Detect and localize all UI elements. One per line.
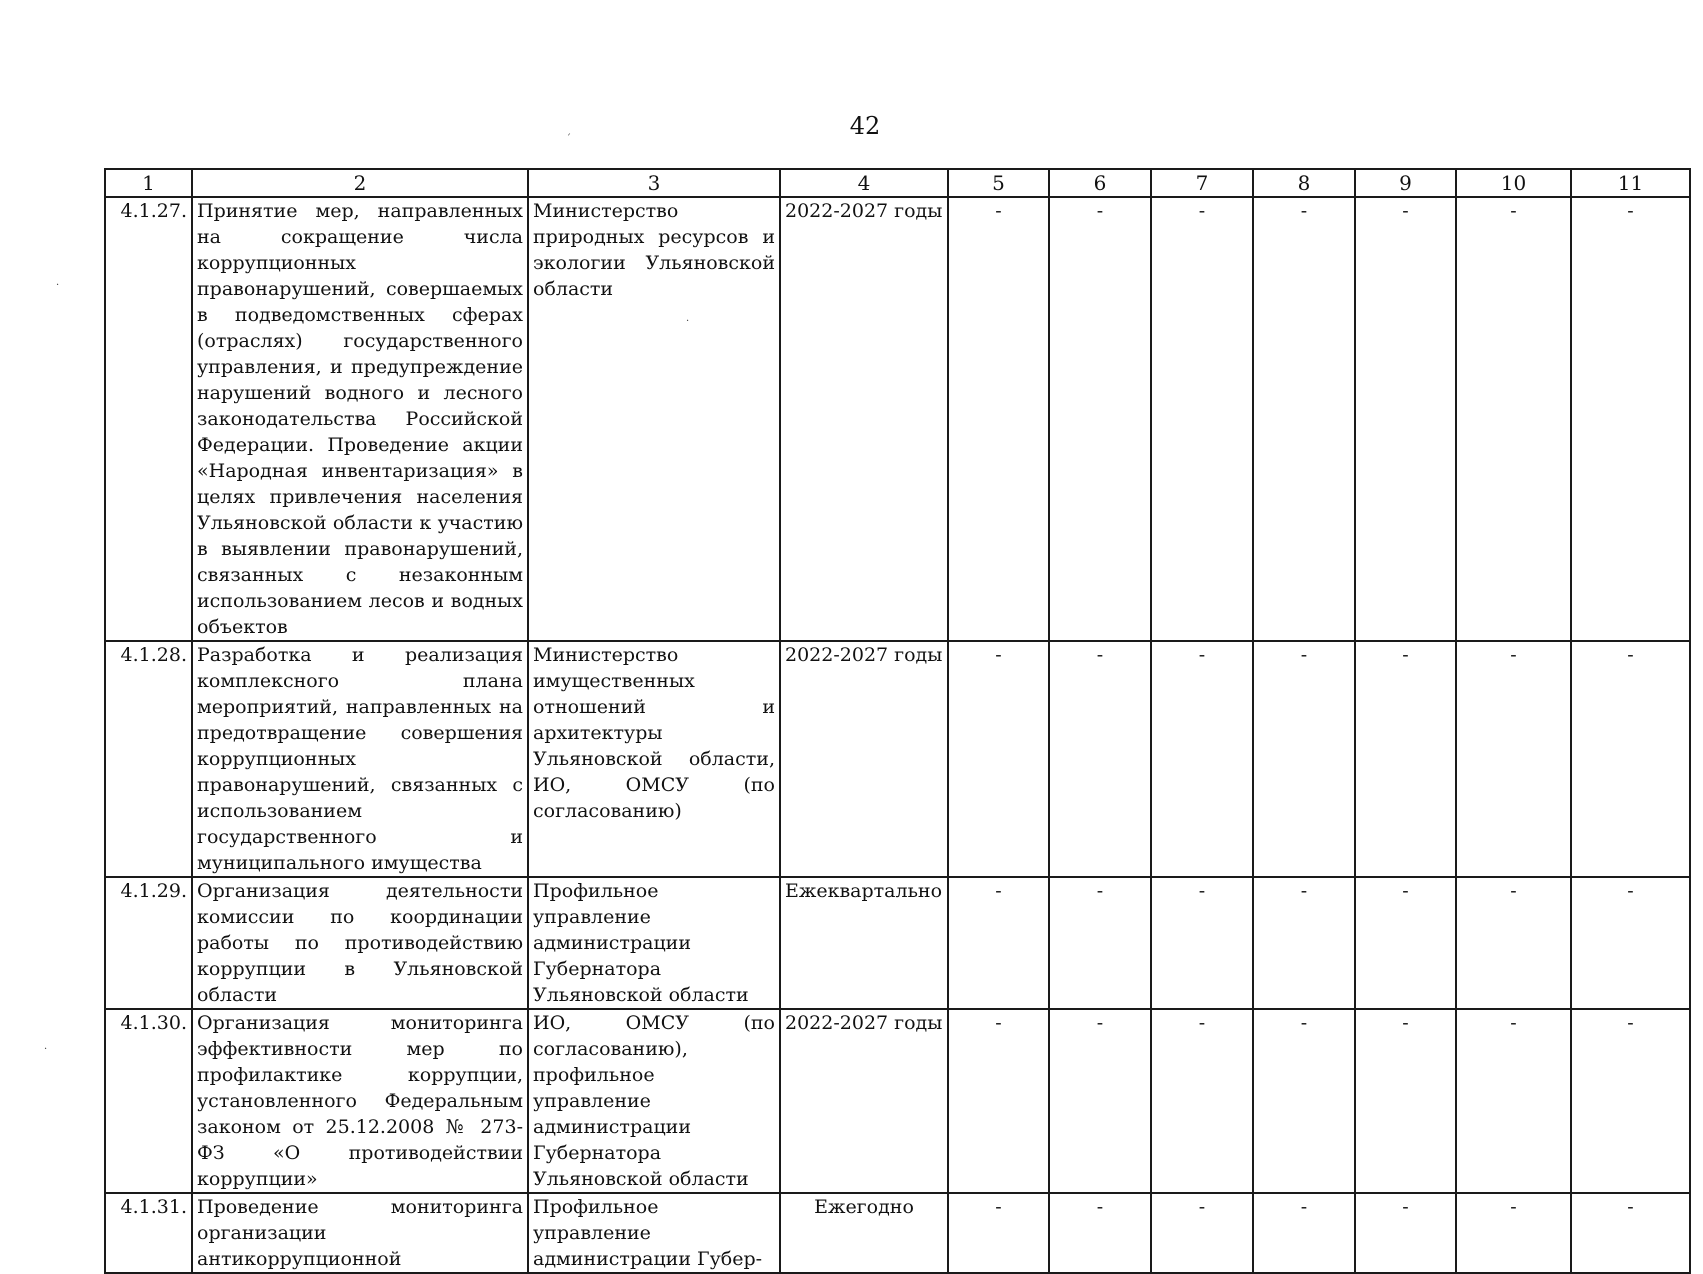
page-number: 42	[849, 112, 881, 140]
table-row	[105, 197, 1690, 641]
item-number: 4.1.29.	[105, 877, 192, 1009]
column-header: 9	[1355, 169, 1456, 197]
item-number: 4.1.27.	[105, 197, 192, 641]
measure-text: Организация мониторинга эффективности мер по профилактике коррупции, установленного Федеральным законом от 25.12.2008 № 273-ФЗ «О противодействии коррупции»	[192, 1009, 528, 1193]
value-cell: -	[1151, 197, 1253, 641]
scan-speck: ·	[686, 316, 690, 327]
value-cell: -	[1456, 1193, 1571, 1273]
measures-table	[104, 168, 1691, 1274]
value-cell: -	[1049, 877, 1151, 1009]
item-number: 4.1.28.	[105, 641, 192, 877]
value-cell: -	[1151, 1193, 1253, 1273]
period-text: Ежеквартально	[780, 877, 948, 1009]
scan-speck: ˊ	[566, 134, 571, 145]
column-header: 6	[1049, 169, 1151, 197]
value-cell: -	[1253, 1009, 1355, 1193]
value-cell: -	[1456, 641, 1571, 877]
value-cell: -	[1049, 641, 1151, 877]
value-cell: -	[1253, 641, 1355, 877]
executor-text: Министерство природных ресурсов и экологии Ульяновской области	[528, 197, 780, 641]
column-header: 10	[1456, 169, 1571, 197]
table-row	[105, 1009, 1690, 1193]
value-cell: -	[1151, 641, 1253, 877]
value-cell: -	[1571, 641, 1690, 877]
value-cell: -	[1571, 877, 1690, 1009]
value-cell: -	[1253, 197, 1355, 641]
item-number: 4.1.30.	[105, 1009, 192, 1193]
value-cell: -	[1355, 1009, 1456, 1193]
scan-speck: ·	[44, 1044, 48, 1055]
executor-text: Профильное управление администрации Губернатора Ульяновской области	[528, 877, 780, 1009]
value-cell: -	[1571, 1193, 1690, 1273]
table-header-row	[105, 169, 1690, 197]
value-cell: -	[948, 877, 1049, 1009]
value-cell: -	[1253, 1193, 1355, 1273]
table-row	[105, 877, 1690, 1009]
item-number: 4.1.31.	[105, 1193, 192, 1273]
measure-text: Организация деятельности комиссии по координации работы по противодействию коррупции в Ульяновской области	[192, 877, 528, 1009]
value-cell: -	[1049, 1009, 1151, 1193]
table-row	[105, 641, 1690, 877]
value-cell: -	[1355, 641, 1456, 877]
value-cell: -	[1456, 877, 1571, 1009]
value-cell: -	[948, 641, 1049, 877]
measure-text: Разработка и реализация комплексного плана мероприятий, направленных на предотвращение совершения коррупционных правонарушений, связанных с использованием государственного и муниципального имущества	[192, 641, 528, 877]
period-text: Ежегодно	[780, 1193, 948, 1273]
column-header: 3	[528, 169, 780, 197]
measure-text: Принятие мер, направленных на сокращение числа коррупционных правонарушений, совершаемых в подведомственных сферах (отраслях) государственного управления, и предупреждение нарушений водного и лесного законодательства Российской Федерации. Проведение акции «Народная инвентаризация» в целях привлечения населения Ульяновской области к участию в выявлении правонарушений, связанных с незаконным использованием лесов и водных объектов	[192, 197, 528, 641]
value-cell: -	[1049, 1193, 1151, 1273]
executor-text: Министерство имущественных отношений и архитектуры Ульяновской области, ИО, ОМСУ (по согласованию)	[528, 641, 780, 877]
value-cell: -	[1151, 877, 1253, 1009]
value-cell: -	[1355, 877, 1456, 1009]
column-header: 1	[105, 169, 192, 197]
executor-text: Профильное управление администрации Губер-	[528, 1193, 780, 1273]
value-cell: -	[948, 1009, 1049, 1193]
value-cell: -	[948, 1193, 1049, 1273]
column-header: 5	[948, 169, 1049, 197]
value-cell: -	[1571, 197, 1690, 641]
column-header: 2	[192, 169, 528, 197]
column-header: 8	[1253, 169, 1355, 197]
executor-text: ИО, ОМСУ (по согласованию), профильное управление администрации Губернатора Ульяновской области	[528, 1009, 780, 1193]
value-cell: -	[1571, 1009, 1690, 1193]
column-header: 11	[1571, 169, 1690, 197]
value-cell: -	[1456, 197, 1571, 641]
value-cell: -	[1456, 1009, 1571, 1193]
table-row	[105, 1193, 1690, 1273]
value-cell: -	[948, 197, 1049, 641]
value-cell: -	[1253, 877, 1355, 1009]
measure-text: Проведение мониторинга организации антикоррупционной	[192, 1193, 528, 1273]
value-cell: -	[1151, 1009, 1253, 1193]
column-header: 7	[1151, 169, 1253, 197]
column-header: 4	[780, 169, 948, 197]
period-text: 2022-2027 годы	[780, 197, 948, 641]
period-text: 2022-2027 годы	[780, 1009, 948, 1193]
value-cell: -	[1355, 197, 1456, 641]
value-cell: -	[1355, 1193, 1456, 1273]
scan-speck: ·	[56, 280, 60, 291]
period-text: 2022-2027 годы	[780, 641, 948, 877]
value-cell: -	[1049, 197, 1151, 641]
